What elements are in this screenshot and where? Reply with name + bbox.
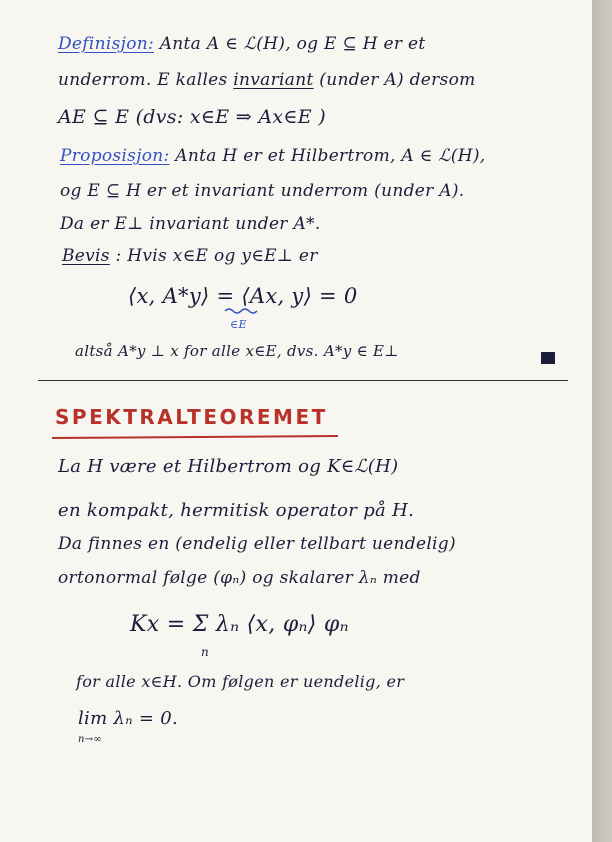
theorem-line-3: Da finnes en (endelig eller tellbart uendelig) xyxy=(58,534,456,554)
proof-text-1: : Hvis x∈E og y∈E⊥ er xyxy=(109,246,318,266)
theorem-line-7: lim λₙ = 0. xyxy=(78,708,179,729)
theorem-heading: SPEKTRALTEOREMET xyxy=(55,405,328,429)
proposition-line-2: og E ⊆ H er et invariant underrom (under A). xyxy=(60,181,465,201)
proposition-text-1: Anta H er et Hilbertrom, A ∈ ℒ(H), xyxy=(169,146,486,166)
definition-line-3: AE ⊆ E (dvs: x∈E ⇒ Ax∈E ) xyxy=(58,106,326,128)
proposition-line-3: Da er E⊥ invariant under A*. xyxy=(60,214,321,234)
definition-label: Definisjon: xyxy=(58,34,155,54)
page-edge xyxy=(592,0,612,842)
definition-keyword: invariant xyxy=(233,70,314,90)
heading-underline xyxy=(52,435,338,439)
definition-text-2: underrom. E kalles xyxy=(58,70,234,90)
sum-index: n xyxy=(201,645,210,659)
definition-text-2-end: (under A) dersom xyxy=(313,70,476,90)
proof-formula: ⟨x, A*y⟩ = ⟨Ax, y⟩ = 0 xyxy=(128,284,358,308)
definition-line-2 xyxy=(58,70,476,90)
qed-square xyxy=(541,352,555,364)
definition-text-1: Anta A ∈ ℒ(H), og E ⊆ H er et xyxy=(154,34,426,54)
proposition-line-1 xyxy=(60,146,486,166)
section-divider xyxy=(38,380,568,381)
theorem-line-1: La H være et Hilbertrom og K∈ℒ(H) xyxy=(58,456,399,477)
wavy-underline xyxy=(224,307,258,315)
proof-formula-note: ∈E xyxy=(230,318,247,331)
definition-line-1 xyxy=(58,34,426,54)
proof-label: Bevis xyxy=(62,246,110,266)
theorem-line-4: ortonormal følge (φₙ) og skalarer λₙ med xyxy=(58,568,421,588)
theorem-line-6: for alle x∈H. Om følgen er uendelig, er xyxy=(76,672,405,691)
proposition-label: Proposisjon: xyxy=(60,146,170,166)
limit-subscript: n→∞ xyxy=(78,734,103,745)
spectral-formula: Kx = Σ λₙ ⟨x, φₙ⟩ φₙ xyxy=(130,612,349,637)
theorem-line-2: en kompakt, hermitisk operator på H. xyxy=(58,500,415,521)
proof-line-1 xyxy=(62,246,318,266)
proof-line-3: altså A*y ⊥ x for alle x∈E, dvs. A*y ∈ E⊥ xyxy=(75,342,399,360)
